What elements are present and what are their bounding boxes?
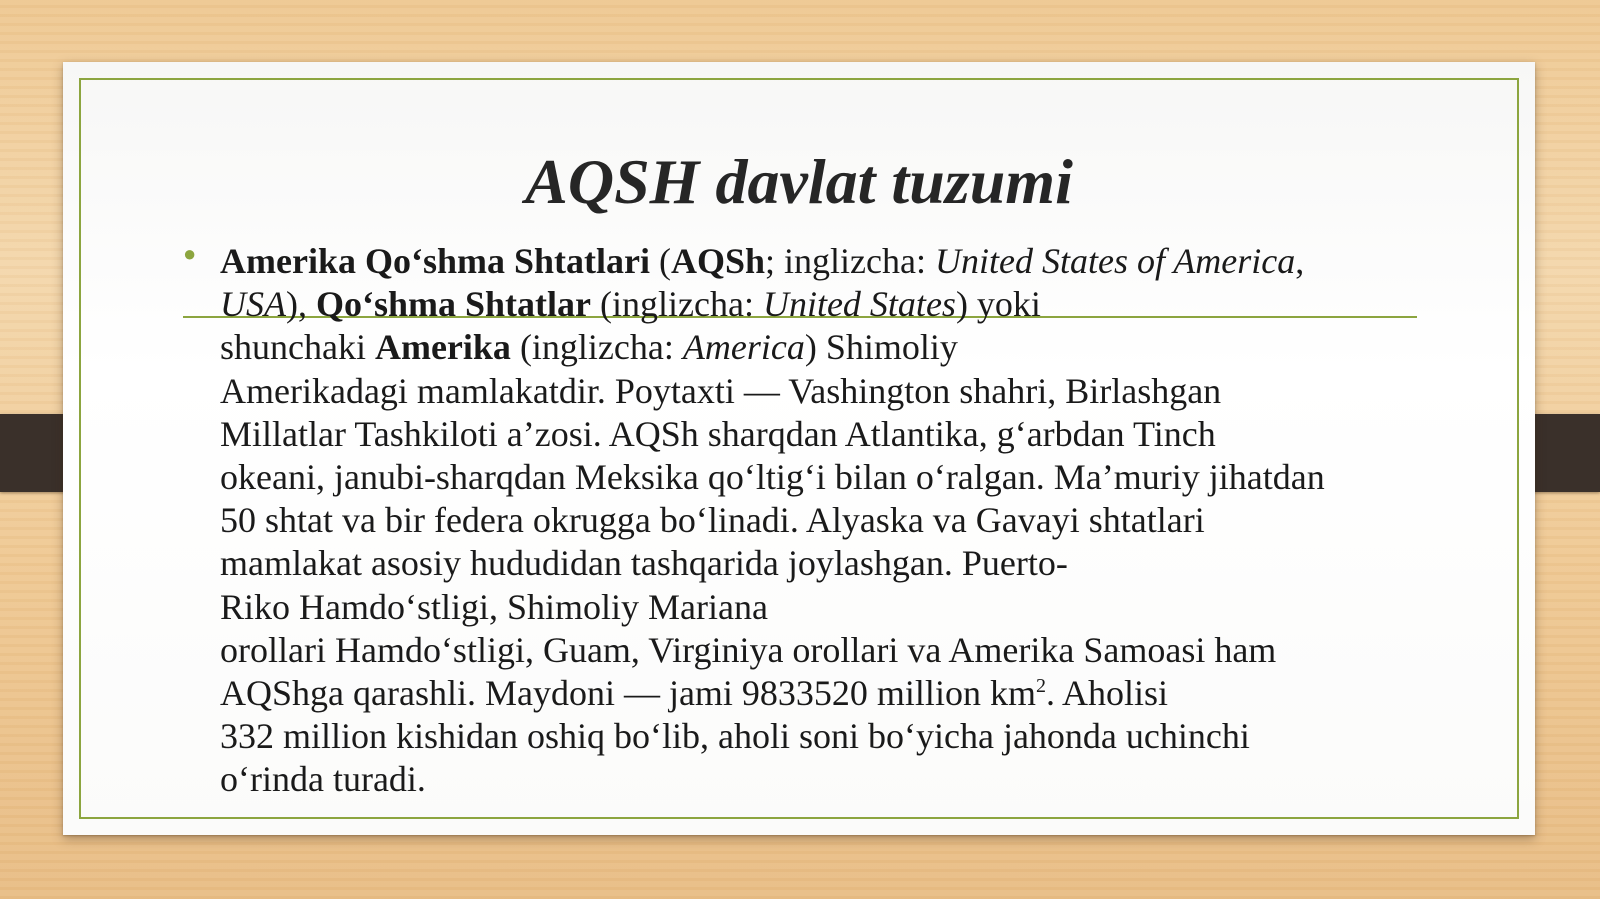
slide-body-paragraph (220, 240, 1460, 802)
text-run: , (1295, 241, 1305, 281)
text-run: (inglizcha: (591, 284, 763, 325)
text-line: AQShga qarashli. Maydoni — jami 9833520 million km (220, 673, 1036, 714)
text-run: ) Shimoliy (804, 327, 958, 368)
text-run: ( (649, 241, 671, 281)
text-run: shunchaki (220, 327, 375, 368)
text-line: okeani, janubi-sharqdan Meksika qo‘ltig‘i bilan o‘ralgan. Ma’muriy jihatdan (220, 457, 1325, 498)
text-line: orollari Hamdo‘stligi, Guam, Virginiya orollari va Amerika Samoasi ham (220, 629, 1277, 670)
italic-english-short: United States (762, 284, 956, 325)
bold-term-aqsh-full: Amerika Qo‘shma Shtatlari (220, 241, 650, 281)
text-run: ) yoki (955, 284, 1041, 325)
text-line: o‘rinda turadi. (220, 759, 426, 800)
slide-title: AQSH davlat tuzumi (525, 146, 1073, 217)
text-line: 332 million kishidan oshiq bo‘lib, aholi soni bo‘yicha jahonda uchinchi (220, 716, 1250, 757)
text-run: ; inglizcha: (765, 241, 935, 281)
bold-term-aqsh-abbr: AQSh (670, 241, 766, 281)
text-line: Millatlar Tashkiloti a’zosi. AQSh sharqdan Atlantika, g‘arbdan Tinch (220, 413, 1216, 454)
italic-english-america: America (682, 327, 805, 368)
text-line: Riko Hamdo‘stligi, Shimoliy Mariana (220, 586, 768, 627)
text-line: mamlakat asosiy hududidan tashqarida joylashgan. Puerto- (220, 543, 1068, 584)
bold-term-amerika: Amerika (374, 327, 511, 368)
text-line: 50 shtat va bir federa okrugga bo‘linadi. Alyaska va Gavayi shtatlari (220, 500, 1205, 541)
text-line: Amerikadagi mamlakatdir. Poytaxti — Vashington shahri, Birlashgan (220, 370, 1222, 411)
text-run: . Aholisi (1045, 673, 1168, 714)
italic-english-name: United States of America (934, 241, 1296, 281)
superscript-2: 2 (1035, 675, 1046, 698)
text-run: (inglizcha: (510, 327, 683, 368)
bullet-dot-icon: ● (183, 241, 197, 266)
italic-english-abbr: USA (220, 284, 286, 325)
text-run: ), (286, 284, 316, 325)
bold-term-qoshma-shtatlar: Qo‘shma Shtatlar (316, 284, 592, 325)
